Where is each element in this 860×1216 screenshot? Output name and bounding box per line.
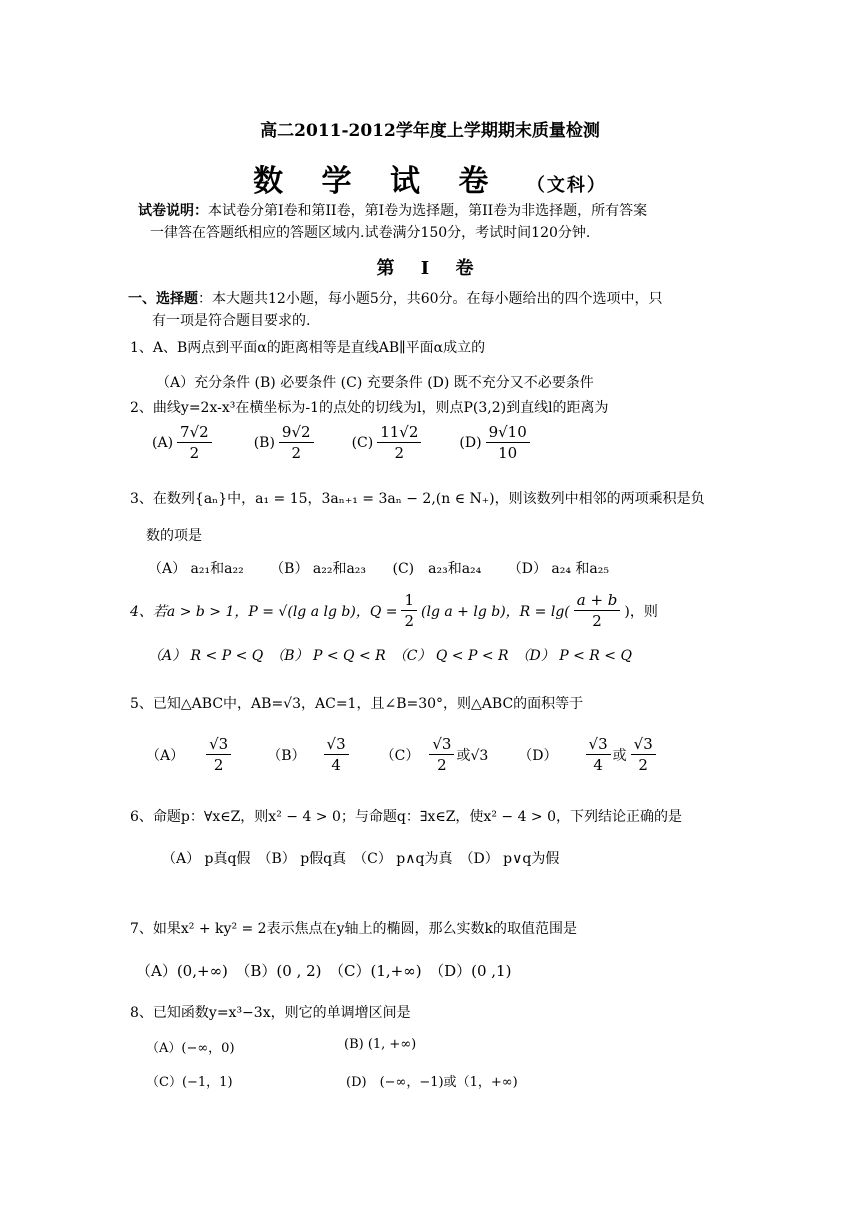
instructions-line2: 一律答在答题纸相应的答题区域内.试卷满分150分，考试时间120分钟.: [150, 225, 591, 241]
denominator: 4: [593, 756, 603, 774]
question-8-stem: 8、已知函数y=x³−3x，则它的单调增区间是: [130, 1005, 411, 1021]
question-8-option-a: （A）(−∞，0): [146, 1041, 235, 1056]
part-title: 第 I 卷: [376, 258, 484, 279]
question-5-options: [146, 734, 660, 775]
denominator: 10: [498, 444, 518, 462]
instructions-line1: 本试卷分第I卷和第II卷，第I卷为选择题，第II卷为非选择题，所有答案: [208, 203, 648, 219]
option-a-label: （A）: [146, 747, 185, 764]
denominator: 2: [437, 756, 447, 774]
option-b: （B） a₂₂和a₂₃: [270, 561, 367, 577]
option-a-label: (A): [152, 434, 174, 451]
section-line2: 有一项是符合题目要求的.: [152, 313, 311, 329]
subject-note: （文科）: [526, 175, 607, 196]
q-fraction: [401, 590, 417, 631]
numerator: √3: [429, 734, 454, 755]
instructions-label: 试卷说明：: [138, 203, 208, 219]
denominator: 2: [291, 444, 302, 462]
numerator: 1: [401, 590, 417, 611]
question-2-stem: 2、曲线y=2x-x³在横坐标为-1的点处的切线为l，则点P(3,2)到直线l的距离为: [130, 400, 609, 416]
numerator: a + b: [574, 590, 621, 611]
option-b-label: (B): [253, 434, 275, 451]
denominator: 2: [394, 444, 405, 462]
question-3-options: [148, 558, 609, 578]
option-b-fraction: [324, 734, 349, 775]
option-c-fraction: [429, 734, 454, 775]
denominator: 2: [189, 444, 200, 462]
numerator: 11√2: [377, 422, 421, 443]
section-label: 一、选择题: [128, 291, 198, 307]
option-d-fraction: [586, 734, 611, 775]
question-6-options: （A） p真q假 （B） p假q真 （C） p∧q为真 （D） p∨q为假: [162, 851, 560, 867]
option-d-label: (D): [459, 434, 482, 451]
question-4-stem: [130, 590, 658, 631]
option-c-label: （C）: [380, 747, 420, 764]
numerator: 9√10: [486, 422, 530, 443]
denominator: 2: [638, 756, 648, 774]
numerator: √3: [631, 734, 656, 755]
question-5-stem: 5、已知△ABC中，AB=√3，AC=1，且∠B=30°，则△ABC的面积等于: [130, 696, 584, 712]
question-4-options: （A） R < P < Q （B） P < Q < R （C） Q < P < R （D） P < R < Q: [148, 648, 632, 664]
denominator: 2: [213, 756, 224, 774]
numerator: √3: [324, 734, 349, 755]
option-a-fraction: [206, 734, 231, 775]
denominator: 2: [592, 612, 602, 630]
option-c-label: (C): [351, 434, 374, 451]
option-b-label: （B）: [267, 747, 306, 764]
question-1-stem: 1、A、B两点到平面α的距离相等是直线AB∥平面α成立的: [130, 340, 486, 356]
question-7-options: （A）(0,+∞) （B）(0 , 2) （C）(1,+∞) （D）(0 ,1): [136, 962, 512, 980]
question-7-stem: 7、如果x² + ky² = 2表示焦点在y轴上的椭圆，那么实数k的取值范围是: [130, 921, 577, 937]
option-d: （D） a₂₄ 和a₂₅: [507, 561, 610, 577]
option-c: (C) a₂₃和a₂₄: [392, 561, 482, 577]
option-d-fraction-2: [631, 734, 656, 775]
option-d-mid: 或: [612, 747, 627, 764]
r-fraction: [574, 590, 621, 631]
section-header: [128, 288, 738, 332]
option-d-label: （D）: [518, 747, 558, 764]
exam-title: 高二2011-2012学年度上学期期末质量检测: [260, 121, 600, 141]
stem-part: (lg a + lg b)，R = lg(: [421, 603, 570, 620]
numerator: 7√2: [177, 422, 212, 443]
denominator: 4: [331, 756, 341, 774]
question-8-option-b: (B) (1, +∞): [344, 1037, 417, 1052]
option-a-fraction: [177, 422, 212, 463]
subject-name: 数 学 试 卷: [253, 164, 503, 199]
numerator: √3: [586, 734, 611, 755]
question-8-option-d: (D) (−∞，−1)或（1，+∞): [346, 1075, 518, 1090]
question-3-stem-cont: 数的项是: [146, 528, 202, 544]
question-1-options: （A）充分条件 (B) 必要条件 (C) 充要条件 (D) 既不充分又不必要条件: [156, 375, 594, 391]
stem-part: )，则: [624, 603, 658, 620]
section-line1: ：本大题共12小题，每小题5分，共60分。在每小题给出的四个选项中，只: [198, 291, 663, 307]
option-d-fraction: [486, 422, 530, 463]
stem-part: 4、若a > b > 1，P = √(lg a lg b)，Q =: [130, 603, 398, 620]
subject-title: [0, 156, 860, 200]
numerator: √3: [206, 734, 231, 755]
numerator: 9√2: [279, 422, 314, 443]
question-2-options: [152, 422, 534, 463]
question-6-stem: 6、命题p：∀x∈Z，则x² − 4 > 0；与命题q：∃x∈Z，使x² − 4 > 0，下列结论正确的是: [130, 809, 683, 825]
question-8-option-c: （C）(−1，1): [146, 1075, 233, 1090]
option-a: （A） a₂₁和a₂₂: [148, 561, 244, 577]
denominator: 2: [404, 612, 415, 630]
option-c-fraction: [377, 422, 421, 463]
exam-instructions: [138, 200, 738, 244]
option-b-fraction: [279, 422, 314, 463]
option-c-tail: 或√3: [456, 747, 489, 764]
question-3-stem: 3、在数列{aₙ}中，a₁ = 15，3aₙ₊₁ = 3aₙ − 2,(n ∈ N₊)，则该数列中相邻的两项乘积是负: [130, 491, 705, 507]
